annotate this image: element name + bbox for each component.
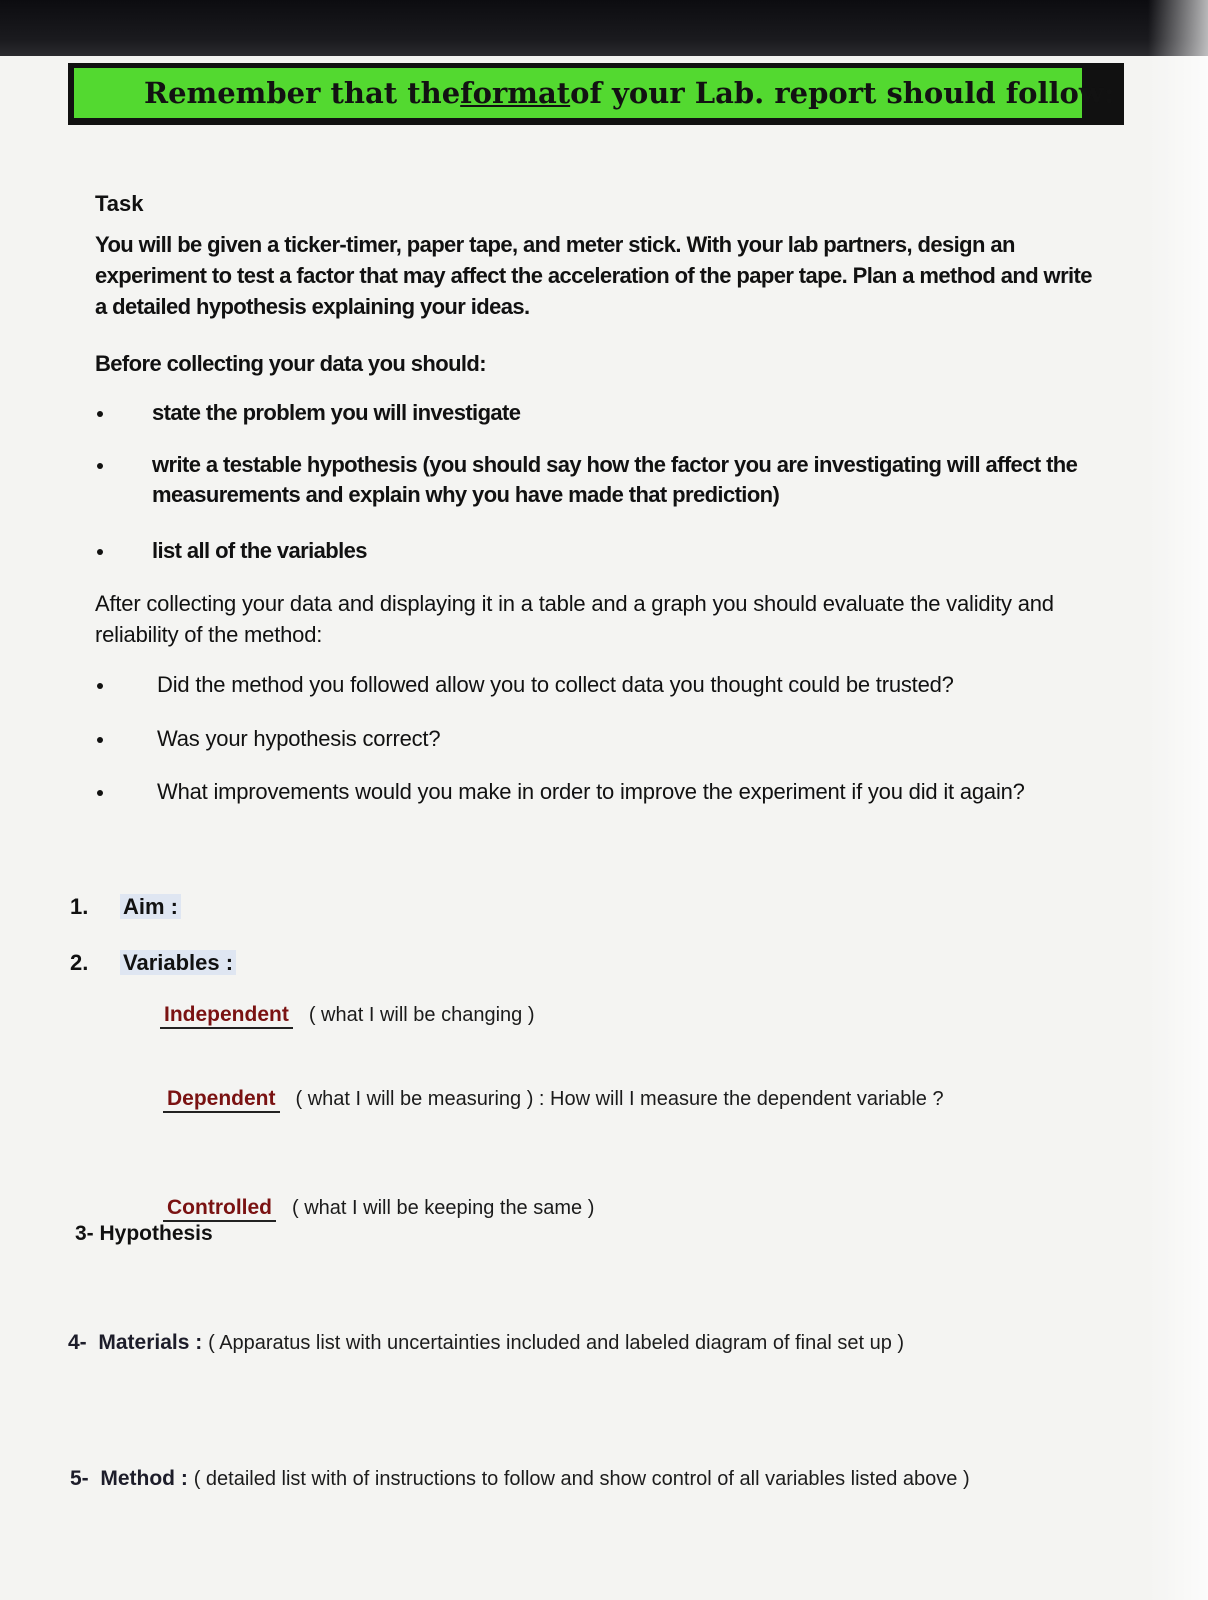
banner-underlined-word: format	[460, 76, 571, 110]
bullet-dot	[97, 683, 103, 689]
task-intro: You will be given a ticker-timer, paper tape, and meter stick. With your lab partners, design an experiment to test a factor that may affect the acceleration of the paper tape. Plan a method and write a detailed hypothesis explaining your ideas.	[95, 232, 1092, 319]
independent-variable-line	[160, 1003, 535, 1029]
independent-label: Independent	[160, 1003, 293, 1029]
after-item-text: Did the method you followed allow you to collect data you thought could be trusted?	[157, 672, 954, 697]
after-heading: After collecting your data and displaying it in a table and a graph you should evaluate the validity and reliability of the method:	[95, 591, 1054, 647]
task-title: Task	[95, 191, 144, 216]
method-desc: ( detailed list with of instructions to follow and show control of all variables listed above )	[193, 1468, 970, 1490]
materials-number: 4-	[68, 1331, 87, 1354]
hypothesis-heading: 3- Hypothesis	[75, 1222, 213, 1245]
before-item-text: list all of the variables	[152, 538, 367, 563]
before-item-1	[95, 398, 1105, 428]
method-number: 5-	[70, 1467, 89, 1490]
dependent-label: Dependent	[163, 1087, 280, 1113]
controlled-label: Controlled	[163, 1196, 276, 1222]
page-right-glare	[1148, 0, 1208, 1600]
banner-prefix: Remember that the	[144, 76, 461, 110]
controlled-variable-line	[163, 1196, 594, 1222]
aim-label: Aim :	[120, 894, 181, 919]
reminder-banner-text	[74, 68, 1115, 118]
variables-number: 2.	[70, 950, 89, 975]
before-item-2	[95, 450, 1105, 510]
after-item-1	[95, 670, 1105, 700]
dependent-desc: ( what I will be measuring ) : How will I measure the dependent variable ?	[295, 1088, 944, 1110]
bullet-dot	[97, 411, 103, 417]
after-item-2	[95, 724, 1105, 754]
after-item-text: Was your hypothesis correct?	[157, 726, 441, 751]
aim-number: 1.	[70, 894, 89, 919]
bullet-dot	[97, 463, 103, 469]
independent-desc: ( what I will be changing )	[308, 1004, 535, 1026]
dark-top-edge	[0, 0, 1208, 56]
materials-desc: ( Apparatus list with uncertainties included and labeled diagram of final set up )	[208, 1332, 905, 1354]
method-heading	[70, 1467, 970, 1491]
before-heading: Before collecting your data you should:	[95, 351, 486, 376]
materials-heading	[68, 1331, 904, 1355]
bullet-dot	[97, 549, 103, 555]
method-label: Method :	[100, 1467, 188, 1490]
variables-heading	[70, 950, 236, 976]
reminder-banner	[68, 63, 1124, 125]
bullet-dot	[97, 737, 103, 743]
variables-label: Variables :	[120, 950, 236, 975]
before-item-text: write a testable hypothesis (you should say how the factor you are investigating will affect the measurements and explain why you have made that prediction)	[152, 452, 1078, 507]
dependent-variable-line	[163, 1087, 944, 1113]
bullet-dot	[97, 790, 103, 796]
after-item-text: What improvements would you make in order to improve the experiment if you did it again?	[157, 779, 1025, 804]
before-item-3	[95, 536, 1105, 566]
banner-suffix: of your Lab. report should follow:	[570, 76, 1115, 110]
after-item-3	[95, 777, 1105, 807]
aim-heading	[70, 894, 181, 920]
controlled-desc: ( what I will be keeping the same )	[292, 1197, 595, 1219]
materials-label: Materials :	[98, 1331, 203, 1354]
before-item-text: state the problem you will investigate	[152, 400, 521, 425]
